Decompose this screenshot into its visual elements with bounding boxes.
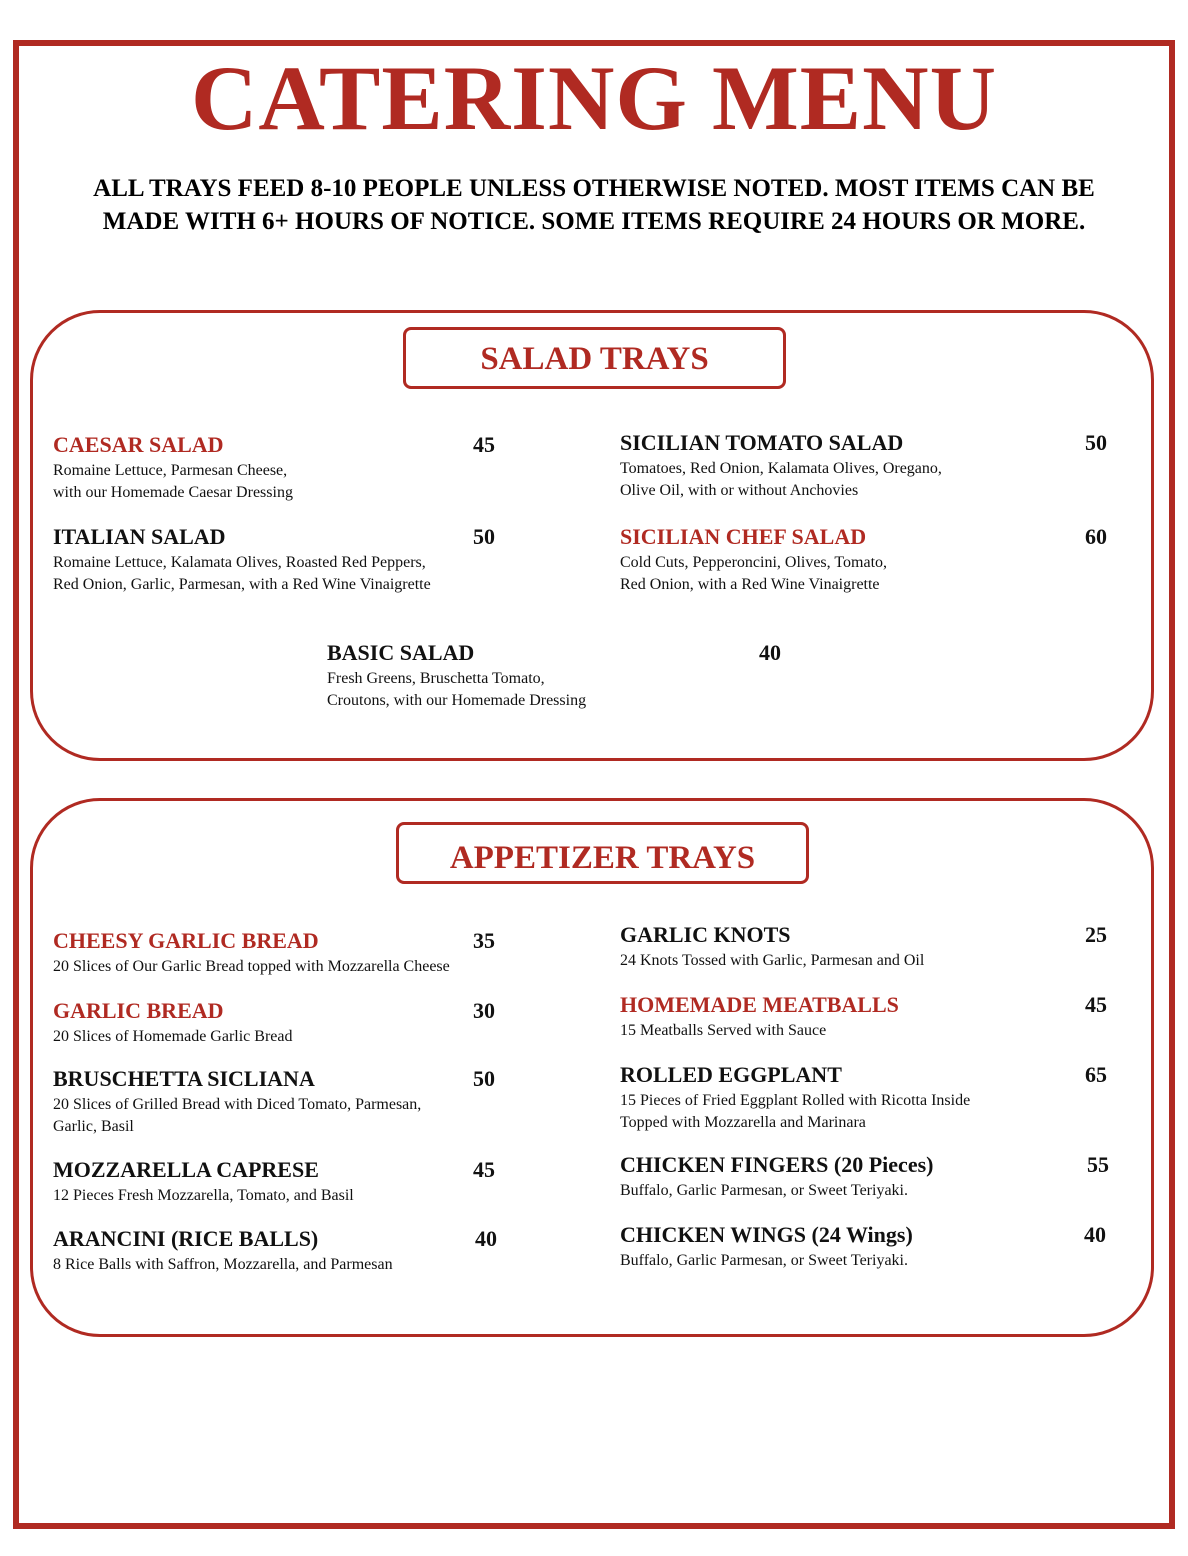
item-name: SICILIAN CHEF SALAD	[620, 524, 867, 549]
item-price: 50	[1085, 430, 1107, 455]
item-name: CHICKEN FINGERS (20 Pieces)	[620, 1152, 934, 1177]
item-description	[620, 552, 1140, 596]
item-name: SICILIAN TOMATO SALAD	[620, 430, 904, 455]
item-description	[53, 460, 573, 504]
item-price: 25	[1085, 922, 1107, 947]
menu-item-homemade-meatballs	[620, 993, 1140, 1042]
item-description-line: Buffalo, Garlic Parmesan, or Sweet Teriyaki.	[620, 1182, 908, 1199]
item-description	[53, 1254, 573, 1276]
item-description-line: 15 Meatballs Served with Sauce	[620, 1022, 827, 1039]
item-price: 60	[1085, 524, 1107, 549]
menu-item-chicken-fingers	[620, 1153, 1140, 1202]
item-description	[620, 950, 1140, 972]
item-price: 40	[1084, 1222, 1106, 1247]
item-name: GARLIC BREAD	[53, 998, 224, 1023]
item-description-line: 8 Rice Balls with Saffron, Mozzarella, and Parmesan	[53, 1256, 393, 1273]
item-name: MOZZARELLA CAPRESE	[53, 1157, 319, 1182]
item-name: ITALIAN SALAD	[53, 524, 226, 549]
item-price: 45	[473, 432, 495, 457]
item-description-line: Romaine Lettuce, Parmesan Cheese,	[53, 462, 288, 479]
item-description-line: 20 Slices of Grilled Bread with Diced Tomato, Parmesan,	[53, 1096, 422, 1113]
item-description	[53, 1026, 573, 1048]
item-price: 50	[473, 524, 495, 549]
item-price: 50	[473, 1066, 495, 1091]
item-price: 45	[473, 1157, 495, 1182]
item-name: GARLIC KNOTS	[620, 922, 791, 947]
item-description-line: Red Onion, Garlic, Parmesan, with a Red Wine Vinaigrette	[53, 576, 431, 593]
menu-item-italian-salad	[53, 525, 573, 596]
item-description-line: Fresh Greens, Bruschetta Tomato,	[327, 670, 545, 687]
item-description-line: Croutons, with our Homemade Dressing	[327, 692, 587, 709]
section-title-salad-trays: SALAD TRAYS	[403, 327, 786, 389]
menu-item-sicilian-tomato-salad	[620, 431, 1140, 502]
item-name: ROLLED EGGPLANT	[620, 1062, 842, 1087]
item-price: 40	[759, 640, 781, 665]
item-description	[53, 956, 573, 978]
menu-item-arancini	[53, 1227, 573, 1276]
item-description	[53, 1185, 573, 1207]
item-description	[620, 1250, 1140, 1272]
item-price: 35	[473, 928, 495, 953]
menu-item-garlic-knots	[620, 923, 1140, 972]
item-description-line: 12 Pieces Fresh Mozzarella, Tomato, and Basil	[53, 1187, 354, 1204]
item-price: 30	[473, 998, 495, 1023]
item-description-line: 20 Slices of Our Garlic Bread topped with Mozzarella Cheese	[53, 958, 450, 975]
item-price: 65	[1085, 1062, 1107, 1087]
item-description-line: with our Homemade Caesar Dressing	[53, 484, 293, 501]
item-description-line: Garlic, Basil	[53, 1118, 134, 1135]
item-description-line: Olive Oil, with or without Anchovies	[620, 482, 859, 499]
item-description	[327, 668, 847, 712]
item-description	[620, 1090, 1140, 1134]
item-name: ARANCINI (RICE BALLS)	[53, 1226, 319, 1251]
item-description-line: Red Onion, with a Red Wine Vinaigrette	[620, 576, 880, 593]
menu-item-chicken-wings	[620, 1223, 1140, 1272]
item-description	[620, 1180, 1140, 1202]
item-description-line: Cold Cuts, Pepperoncini, Olives, Tomato,	[620, 554, 888, 571]
item-name: CHEESY GARLIC BREAD	[53, 928, 319, 953]
menu-item-sicilian-chef-salad	[620, 525, 1140, 596]
item-name: BRUSCHETTA SICLIANA	[53, 1066, 315, 1091]
item-description-line: 24 Knots Tossed with Garlic, Parmesan and Oil	[620, 952, 925, 969]
page-subtitle: ALL TRAYS FEED 8-10 PEOPLE UNLESS OTHERWISE NOTED. MOST ITEMS CAN BE MADE WITH 6+ HOURS OF NOTICE. SOME ITEMS REQUIRE 24 HOURS OR MORE.	[93, 175, 1095, 235]
page-title: CATERING MENU	[190, 47, 998, 149]
section-title-appetizer-trays: APPETIZER TRAYS	[396, 822, 809, 884]
item-description	[53, 552, 573, 596]
item-price: 55	[1087, 1152, 1109, 1177]
item-description-line: 20 Slices of Homemade Garlic Bread	[53, 1028, 293, 1045]
item-name: HOMEMADE MEATBALLS	[620, 992, 899, 1017]
menu-item-mozzarella-caprese	[53, 1158, 573, 1207]
item-price: 40	[475, 1226, 497, 1251]
item-description-line: Buffalo, Garlic Parmesan, or Sweet Teriyaki.	[620, 1252, 908, 1269]
item-name: CAESAR SALAD	[53, 432, 224, 457]
item-description-line: Topped with Mozzarella and Marinara	[620, 1114, 866, 1131]
menu-item-garlic-bread	[53, 999, 573, 1048]
menu-item-basic-salad	[327, 641, 847, 712]
menu-item-cheesy-garlic-bread	[53, 929, 573, 978]
item-price: 45	[1085, 992, 1107, 1017]
item-description	[53, 1094, 573, 1138]
item-description	[620, 458, 1140, 502]
item-name: BASIC SALAD	[327, 640, 475, 665]
item-name: CHICKEN WINGS (24 Wings)	[620, 1222, 913, 1247]
menu-item-rolled-eggplant	[620, 1063, 1140, 1134]
item-description-line: Tomatoes, Red Onion, Kalamata Olives, Oregano,	[620, 460, 942, 477]
menu-item-bruschetta-sicliana	[53, 1067, 573, 1138]
item-description	[620, 1020, 1140, 1042]
item-description-line: Romaine Lettuce, Kalamata Olives, Roasted Red Peppers,	[53, 554, 426, 571]
item-description-line: 15 Pieces of Fried Eggplant Rolled with Ricotta Inside	[620, 1092, 971, 1109]
menu-item-caesar-salad	[53, 433, 573, 504]
